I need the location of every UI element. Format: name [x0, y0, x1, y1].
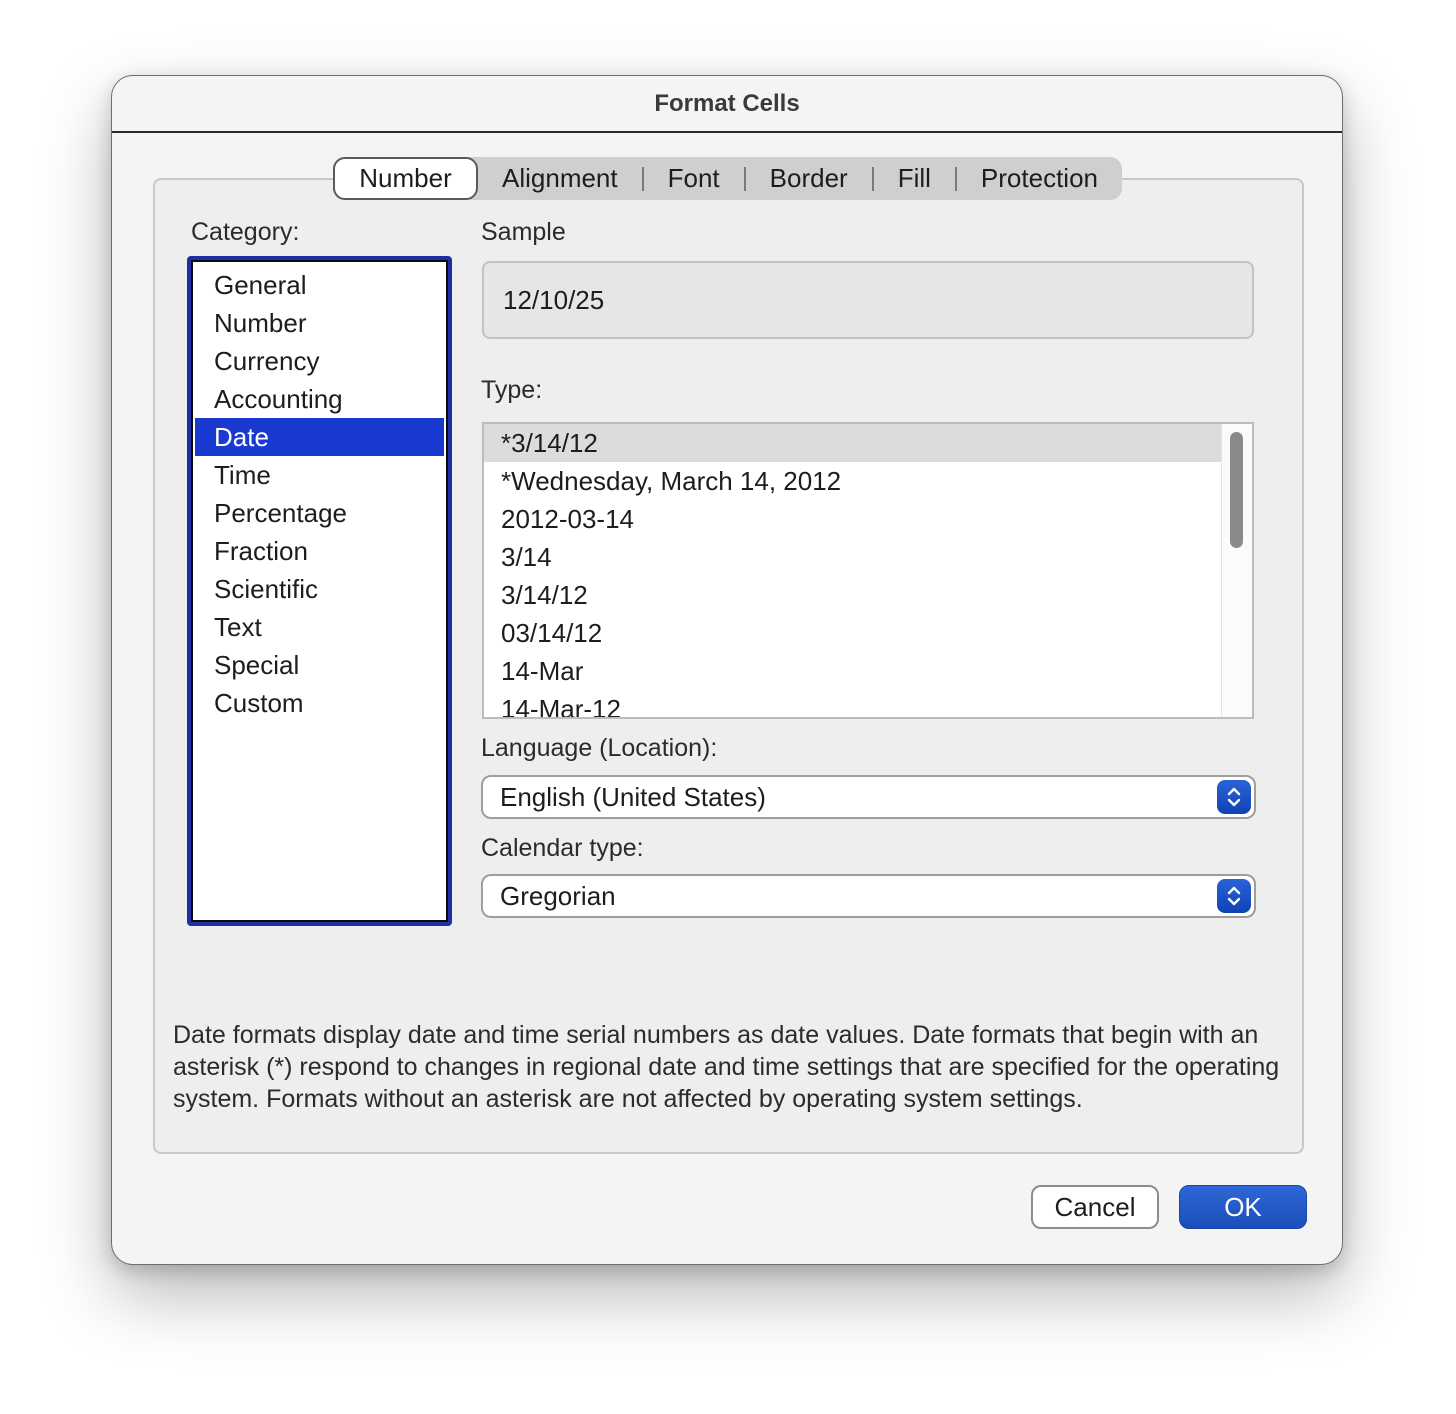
scrollbar-thumb[interactable]: [1230, 432, 1243, 548]
cancel-button[interactable]: Cancel: [1031, 1185, 1159, 1229]
language-select[interactable]: [481, 775, 1256, 819]
type-item[interactable]: *Wednesday, March 14, 2012: [501, 466, 842, 496]
category-item-custom[interactable]: Custom: [214, 688, 304, 718]
type-item[interactable]: 03/14/12: [501, 618, 603, 648]
category-item-general[interactable]: General: [214, 270, 307, 300]
tab-fill[interactable]: Fill: [897, 163, 931, 193]
tab-number[interactable]: Number: [333, 157, 478, 200]
format-cells-dialog: [111, 75, 1343, 1265]
type-item[interactable]: 3/14/12: [501, 580, 588, 610]
category-item-text[interactable]: Text: [214, 612, 262, 642]
chevron-up-down-icon: [1217, 879, 1251, 913]
type-item[interactable]: 14-Mar-12: [501, 694, 621, 719]
type-item[interactable]: 2012-03-14: [501, 504, 634, 534]
tab-border[interactable]: Border: [769, 163, 848, 193]
language-label: Language (Location):: [481, 734, 718, 762]
chevron-up-down-icon: [1217, 780, 1251, 814]
calendar-select-value: Gregorian: [500, 880, 616, 911]
sample-label: Sample: [481, 218, 566, 246]
tab-protection[interactable]: Protection: [980, 163, 1098, 193]
type-list-scrollbar[interactable]: [1221, 424, 1252, 717]
dialog-title: Format Cells: [112, 76, 1342, 133]
type-item[interactable]: 3/14: [501, 542, 552, 572]
tab-font[interactable]: Font: [667, 163, 720, 193]
category-label: Category:: [191, 218, 300, 246]
type-label: Type:: [481, 376, 543, 404]
type-item[interactable]: *3/14/12: [484, 424, 1222, 462]
category-item-special[interactable]: Special: [214, 650, 300, 680]
category-item-scientific[interactable]: Scientific: [214, 574, 319, 604]
category-item-accounting[interactable]: Accounting: [214, 384, 343, 414]
category-list[interactable]: [187, 256, 452, 926]
category-item-number[interactable]: Number: [214, 308, 307, 338]
category-item-date[interactable]: Date: [195, 418, 444, 456]
sample-preview: 12/10/25: [482, 261, 1254, 339]
category-item-percentage[interactable]: Percentage: [214, 498, 347, 528]
calendar-select[interactable]: [481, 874, 1256, 918]
tab-alignment[interactable]: Alignment: [502, 163, 618, 193]
type-item[interactable]: 14-Mar: [501, 656, 584, 686]
format-description: Date formats display date and time serial numbers as date values. Date formats that begin with an asterisk (*) respond to changes in regional date and time settings that are specified for the operating system. Formats without an asterisk are not affected by operating system settings.: [173, 1021, 1280, 1113]
language-select-value: English (United States): [500, 781, 766, 812]
ok-button[interactable]: OK: [1179, 1185, 1307, 1229]
category-item-currency[interactable]: Currency: [214, 346, 320, 376]
tab-bar: [333, 157, 1122, 200]
category-item-time[interactable]: Time: [214, 460, 271, 490]
type-list[interactable]: [482, 422, 1254, 719]
calendar-label: Calendar type:: [481, 834, 644, 862]
category-item-fraction[interactable]: Fraction: [214, 536, 308, 566]
